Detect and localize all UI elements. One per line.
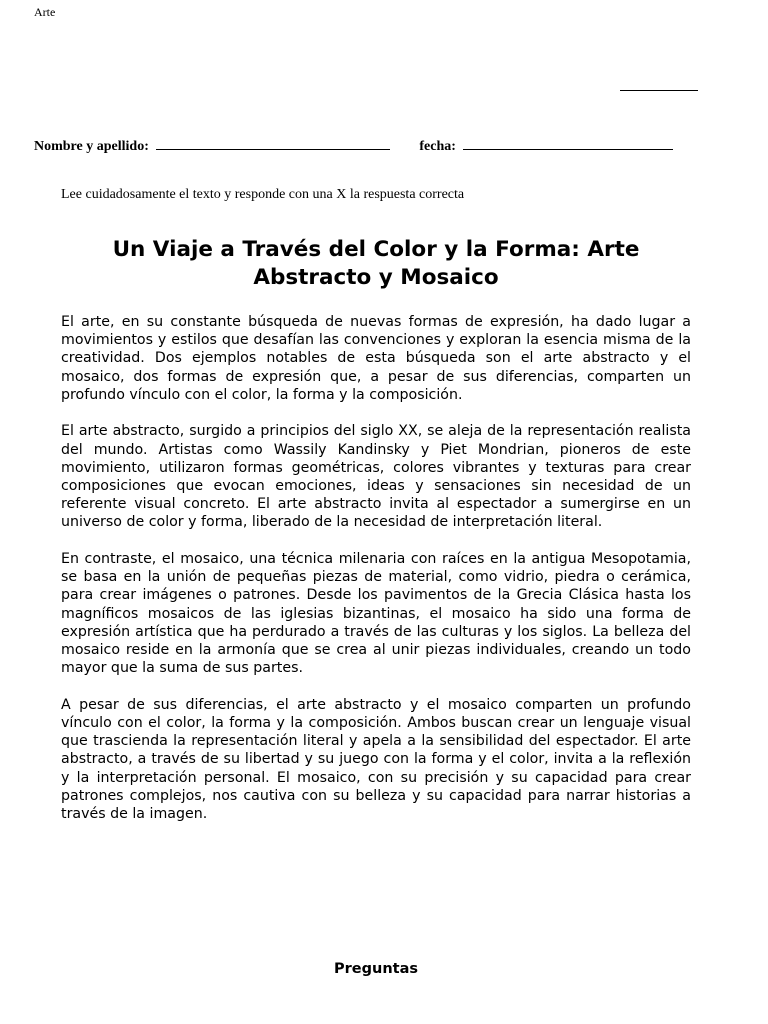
article-body (61, 313, 691, 842)
name-blank-line[interactable] (156, 137, 390, 150)
article-paragraph: En contraste, el mosaico, una técnica milenaria con raíces en la antigua Mesopotamia, se basa en la unión de pequeñas piezas de material, como vidrio, piedra o cerámica, para crear imágenes o patrones. Desde los pavimentos de la Grecia Clásica hasta los magníficos mosaicos de las iglesias bizantinas, el mosaico ha sido una forma de expresión artística que ha perdurado a través de las culturas y los siglos. La belleza del mosaico reside en la armonía que se crea al unir piezas individuales, creando un todo mayor que la suma de sus partes. (61, 551, 691, 677)
student-info-row (34, 137, 673, 155)
article-title: Un Viaje a Través del Color y la Forma: Arte Abstracto y Mosaico (112, 237, 640, 290)
instructions-text: Lee cuidadosamente el texto y responde con una X la respuesta correcta (61, 187, 465, 202)
date-blank-line[interactable] (463, 137, 673, 150)
questions-heading: Preguntas (334, 961, 418, 977)
subject-label: Arte (34, 5, 56, 19)
article-paragraph: A pesar de sus diferencias, el arte abstracto y el mosaico comparten un profundo vínculo con el color, la forma y la composición. Ambos buscan crear un lenguaje visual que trascienda la representación literal y apela a la sensibilidad del espectador. El arte abstracto, a través de su libertad y su juego con la forma y el color, invita a la reflexión y la interpretación personal. El mosaico, con su precisión y su capacidad para crear patrones complejos, nos cautiva con su belleza y su capacidad para narrar historias a través de la imagen. (61, 696, 691, 823)
grade-blank-line (620, 90, 698, 91)
date-label: fecha: (419, 139, 456, 154)
name-label: Nombre y apellido: (34, 139, 149, 154)
article-paragraph: El arte abstracto, surgido a principios del siglo XX, se aleja de la representación realista del mundo. Artistas como Wassily Kandinsky y Piet Mondrian, pioneros de este movimiento, utilizaron formas geométricas, colores vibrantes y texturas para crear composiciones que evocan emociones, ideas y sensaciones sin necesidad de un referente visual concreto. El arte abstracto invita al espectador a sumergirse en un universo de color y forma, liberado de la necesidad de interpretación literal. (61, 423, 691, 531)
article-paragraph: El arte, en su constante búsqueda de nuevas formas de expresión, ha dado lugar a movimientos y estilos que desafían las convenciones y exploran la esencia misma de la creatividad. Dos ejemplos notables de esta búsqueda son el arte abstracto y el mosaico, dos formas de expresión que, a pesar de sus diferencias, comparten un profundo vínculo con el color, la forma y la composición. (61, 314, 691, 403)
